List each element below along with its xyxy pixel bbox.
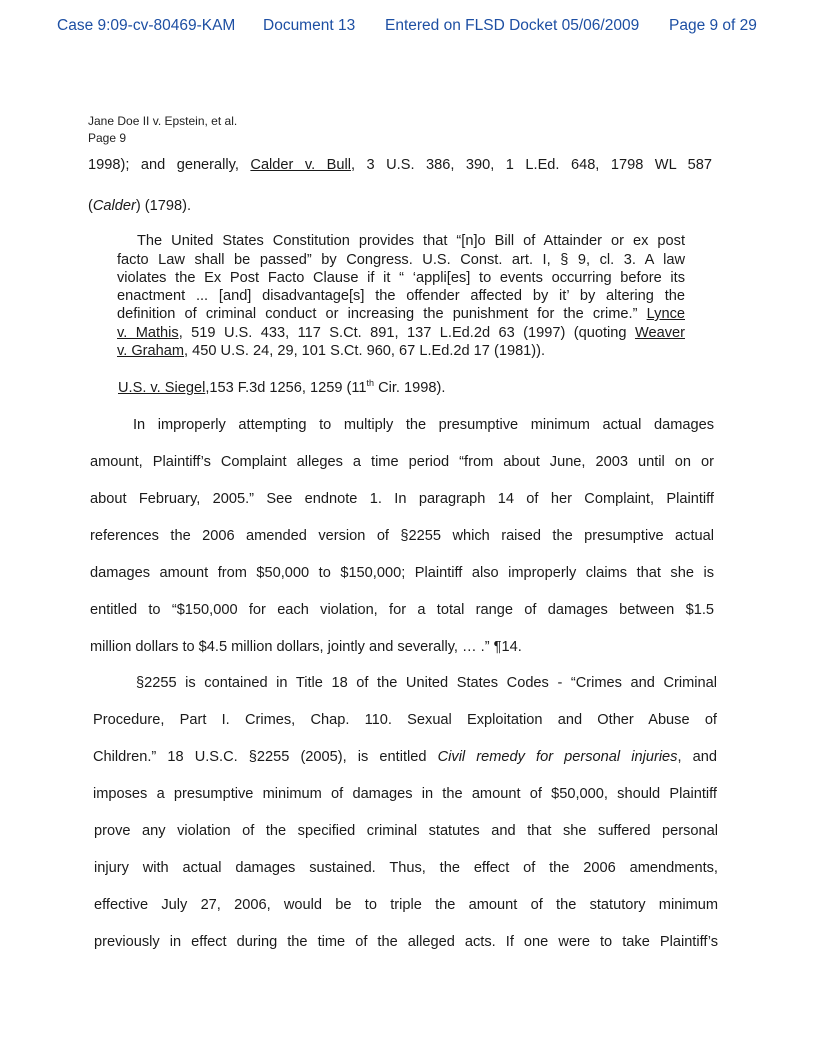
paragraph-line: damages amount from $50,000 to $150,000; Plaintiff also improperly claims that she is <box>90 565 714 581</box>
paragraph-line: In improperly attempting to multiply the presumptive minimum actual damages <box>133 417 714 433</box>
citation-graham: v. Graham <box>117 343 185 359</box>
text-line: 1998); and generally, Calder v. Bull, 3 U.S. 386, 390, 1 L.Ed. 648, 1798 WL 587 <box>88 157 712 173</box>
paragraph-line: Children.” 18 U.S.C. §2255 (2005), is entitled Civil remedy for personal injuries, and <box>93 749 717 765</box>
document-number: Document 13 <box>263 17 356 34</box>
quote-line: definition of criminal conduct or increasing the punishment for the crime.” Lynce <box>117 306 685 322</box>
paragraph-line: imposes a presumptive minimum of damages in the amount of $50,000, should Plaintiff <box>93 786 717 802</box>
citation-siegel: U.S. v. Siegel <box>118 380 206 396</box>
quote-line: enactment ... [and] disadvantage[s] the offender affected by it’ by altering the <box>117 288 685 304</box>
quote-line: facto Law shall be passed” by Congress. U.S. Const. art. I, § 9, cl. 3. A law <box>117 252 685 268</box>
quote-line: violates the Ex Post Facto Clause if it “ ‘appli[es] to events occurring before its <box>117 270 685 286</box>
paragraph-line: amount, Plaintiff’s Complaint alleges a time period “from about June, 2003 until on or <box>90 454 714 470</box>
citation-lynce: Lynce <box>646 306 685 322</box>
paragraph-line: million dollars to $4.5 million dollars, jointly and severally, … .” ¶14. <box>90 639 522 655</box>
paragraph-line: about February, 2005.” See endnote 1. In paragraph 14 of her Complaint, Plaintiff <box>90 491 714 507</box>
citation-weaver: Weaver <box>634 325 685 341</box>
quote-line: The United States Constitution provides that “[n]o Bill of Attainder or ex post <box>137 233 685 249</box>
quote-line: v. Graham, 450 U.S. 24, 29, 101 S.Ct. 960, 67 L.Ed.2d 17 (1981)). <box>117 343 546 359</box>
citation-siegel-line: U.S. v. Siegel,153 F.3d 1256, 1259 (11th Cir. 1998). <box>118 378 446 396</box>
paragraph-line: effective July 27, 2006, would be to triple the amount of the statutory minimum <box>94 897 718 913</box>
paragraph-line: entitled to “$150,000 for each violation, for a total range of damages between $1.5 <box>90 602 714 618</box>
citation-mathis: v. Mathis <box>117 325 179 341</box>
paragraph-line: §2255 is contained in Title 18 of the United States Codes - “Crimes and Criminal <box>136 675 717 691</box>
paragraph-line: Procedure, Part I. Crimes, Chap. 110. Sexual Exploitation and Other Abuse of <box>93 712 717 728</box>
text-line: (Calder) (1798). <box>88 198 192 214</box>
paragraph-line: prove any violation of the specified criminal statutes and that she suffered personal <box>94 823 718 839</box>
caption-title: Jane Doe II v. Epstein, et al. <box>88 114 238 128</box>
paragraph-line: previously in effect during the time of the alleged acts. If one were to take Plaintiff’s <box>94 934 718 950</box>
citation-calder: Calder v. Bull <box>250 157 351 173</box>
case-number: Case 9:09-cv-80469-KAM <box>57 17 236 34</box>
paragraph-line: references the 2006 amended version of §2255 which raised the presumptive actual <box>90 528 714 544</box>
page-count: Page 9 of 29 <box>669 17 757 34</box>
quote-line: v. Mathis, 519 U.S. 433, 117 S.Ct. 891, 137 L.Ed.2d 63 (1997) (quoting Weaver <box>117 325 685 341</box>
docket-entry-date: Entered on FLSD Docket 05/06/2009 <box>385 17 640 34</box>
paragraph-line: injury with actual damages sustained. Thus, the effect of the 2006 amendments, <box>94 860 718 876</box>
caption-page: Page 9 <box>88 131 127 145</box>
statute-title: Civil remedy for personal injuries <box>437 749 678 765</box>
